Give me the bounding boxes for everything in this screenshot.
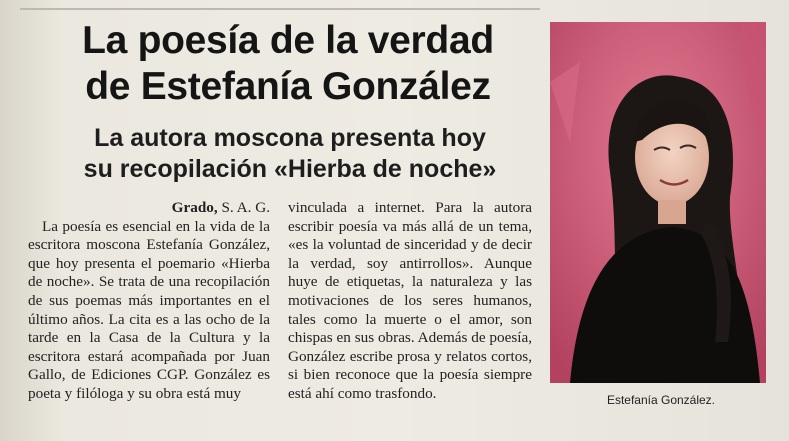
byline: [28, 199, 270, 218]
portrait-illustration: [550, 22, 766, 383]
column-1-text: La poesía es esencial en la vida de la escritora moscona Estefanía González, que hoy presenta el poemario «Hierba de noche». Se trata de una recopilación de sus poemas más importantes en el último años. La cita es a las ocho de la tarde en la Casa de la Cultura y la escritora estará acompañada por Juan Gallo, de Ediciones CGP. González es poeta y filóloga y su obra está muy: [28, 217, 270, 402]
headline-line-1: La poesía de la verdad: [82, 19, 494, 62]
top-rule: [20, 8, 540, 10]
subheadline-line-1: La autora moscona presenta hoy: [94, 124, 486, 152]
photo-caption: Estefanía González.: [606, 393, 716, 407]
article-column-2: [288, 199, 532, 404]
article-column-1: [28, 199, 270, 404]
byline-place: Grado,: [171, 199, 218, 216]
author-photo: [550, 22, 766, 383]
headline: [28, 18, 548, 110]
headline-line-2: de Estefanía González: [85, 65, 491, 108]
byline-author: S. A. G.: [221, 199, 270, 216]
subheadline: [40, 123, 540, 185]
column-2-text: vinculada a internet. Para la autora escribir poesía va más allá de un tema, «es la voluntad de sinceridad y de decir la verdad, soy antirrollos». Aunque huye de etiquetas, la naturaleza y las motivaciones de los seres humanos, tales como la muerte o el amor, son chispas en sus obras. Además de poesía, González escribe prosa y relatos cortos, si bien reconoce que la poesía siempre está ahí como trasfondo.: [288, 199, 532, 402]
subheadline-line-2: su recopilación «Hierba de noche»: [83, 155, 497, 183]
